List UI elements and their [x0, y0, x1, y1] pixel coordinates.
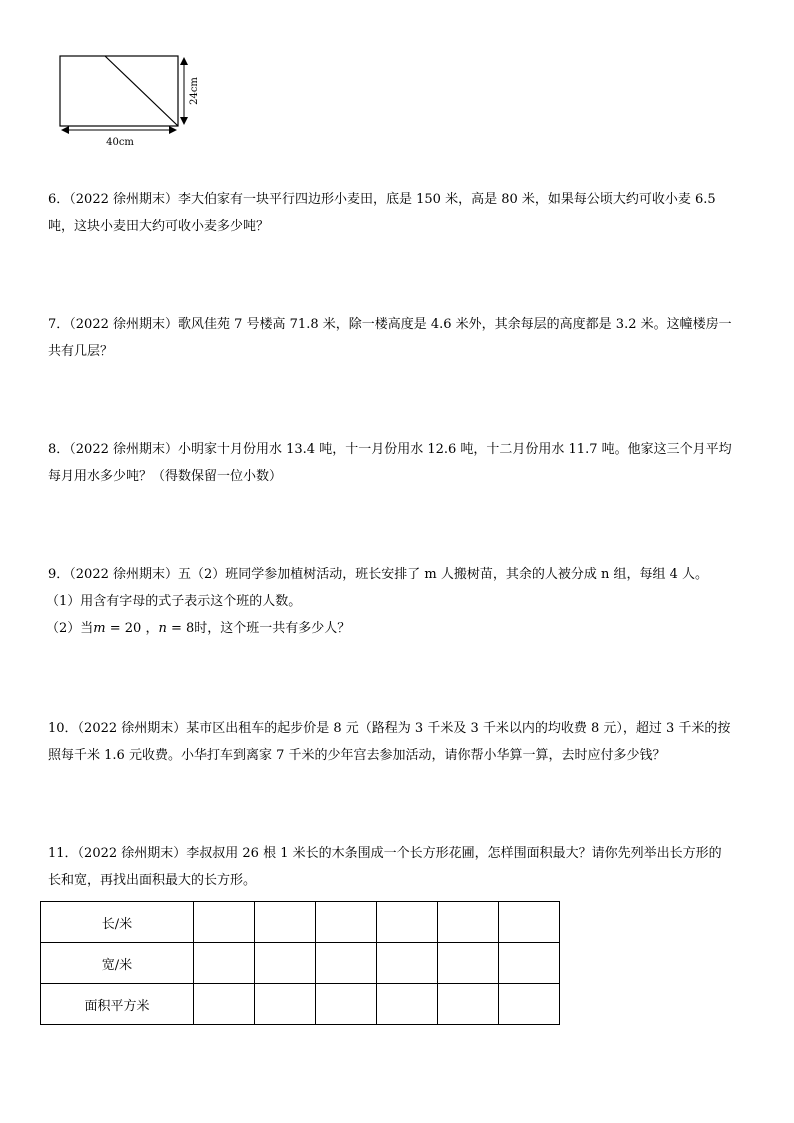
question-10-line2: 照每千米 1.6 元收费。小华打车到离家 7 千米的少年宫去参加活动，请你帮小华算一算，去时应付多少钱？ — [48, 748, 666, 763]
question-9-line1: 9．（2022 徐州期末）五（2）班同学参加植树活动，班长安排了 m 人搬树苗，其余的人被分成 n 组，每组 4 人。 — [48, 567, 709, 582]
table-row — [41, 902, 560, 943]
table-cell[interactable] — [255, 902, 316, 943]
question-11-line1: 11．（2022 徐州期末）李叔叔用 26 根 1 米长的木条围成一个长方形花圃，怎样围面积最大？请你先列举出长方形的 — [48, 846, 722, 861]
table-cell[interactable] — [255, 984, 316, 1025]
table-cell[interactable] — [377, 984, 438, 1025]
diagonal-line — [105, 56, 178, 126]
table-row — [41, 943, 560, 984]
question-11 — [48, 840, 748, 894]
question-7 — [48, 311, 748, 365]
answer-table — [40, 901, 560, 1025]
table-cell[interactable] — [255, 943, 316, 984]
table-cell[interactable] — [194, 943, 255, 984]
table-cell[interactable] — [499, 984, 560, 1025]
table-cell[interactable] — [438, 943, 499, 984]
question-6-line1: 6．（2022 徐州期末）李大伯家有一块平行四边形小麦田，底是 150 米，高是 80 米，如果每公顷大约可收小麦 6.5 — [48, 192, 716, 207]
table-cell[interactable] — [194, 984, 255, 1025]
table-cell[interactable] — [316, 943, 377, 984]
question-11-line2: 长和宽，再找出面积最大的长方形。 — [48, 873, 257, 888]
table-cell[interactable] — [438, 984, 499, 1025]
table-cell[interactable] — [499, 902, 560, 943]
question-9-sub2: （2）当m = 20 ，n = 8时，这个班一共有多少人？ — [46, 621, 351, 636]
question-10-line1: 10．（2022 徐州期末）某市区出租车的起步价是 8 元（路程为 3 千米及 3 千米以内的均收费 8 元），超过 3 千米的按 — [48, 721, 731, 736]
table-cell[interactable] — [377, 943, 438, 984]
question-9-sub1: （1）用含有字母的式子表示这个班的人数。 — [46, 594, 302, 609]
table-cell[interactable] — [194, 902, 255, 943]
table-row-label: 面积平方米 — [41, 984, 194, 1025]
width-label: 40cm — [106, 137, 134, 148]
table-cell[interactable] — [438, 902, 499, 943]
table-cell[interactable] — [377, 902, 438, 943]
table-cell[interactable] — [316, 902, 377, 943]
question-10 — [48, 715, 748, 769]
table-cell[interactable] — [316, 984, 377, 1025]
question-8 — [48, 436, 748, 490]
height-label: 24cm — [189, 77, 200, 105]
table-row-label: 长/米 — [41, 902, 194, 943]
table-row — [41, 984, 560, 1025]
question-6 — [48, 186, 748, 240]
question-8-line1: 8．（2022 徐州期末）小明家十月份用水 13.4 吨，十一月份用水 12.6 吨，十二月份用水 11.7 吨。他家这三个月平均 — [48, 442, 732, 457]
rectangle-figure — [50, 48, 220, 152]
question-6-line2: 吨，这块小麦田大约可收小麦多少吨？ — [48, 219, 270, 234]
question-9 — [48, 561, 748, 642]
table-row-label: 宽/米 — [41, 943, 194, 984]
question-7-line2: 共有几层？ — [48, 344, 114, 359]
table-cell[interactable] — [499, 943, 560, 984]
question-8-line2: 每月用水多少吨？（得数保留一位小数） — [48, 469, 283, 484]
question-7-line1: 7．（2022 徐州期末）歌风佳苑 7 号楼高 71.8 米，除一楼高度是 4.6 米外，其余每层的高度都是 3.2 米。这幢楼房一 — [48, 317, 732, 332]
rectangle-outline — [60, 56, 178, 126]
